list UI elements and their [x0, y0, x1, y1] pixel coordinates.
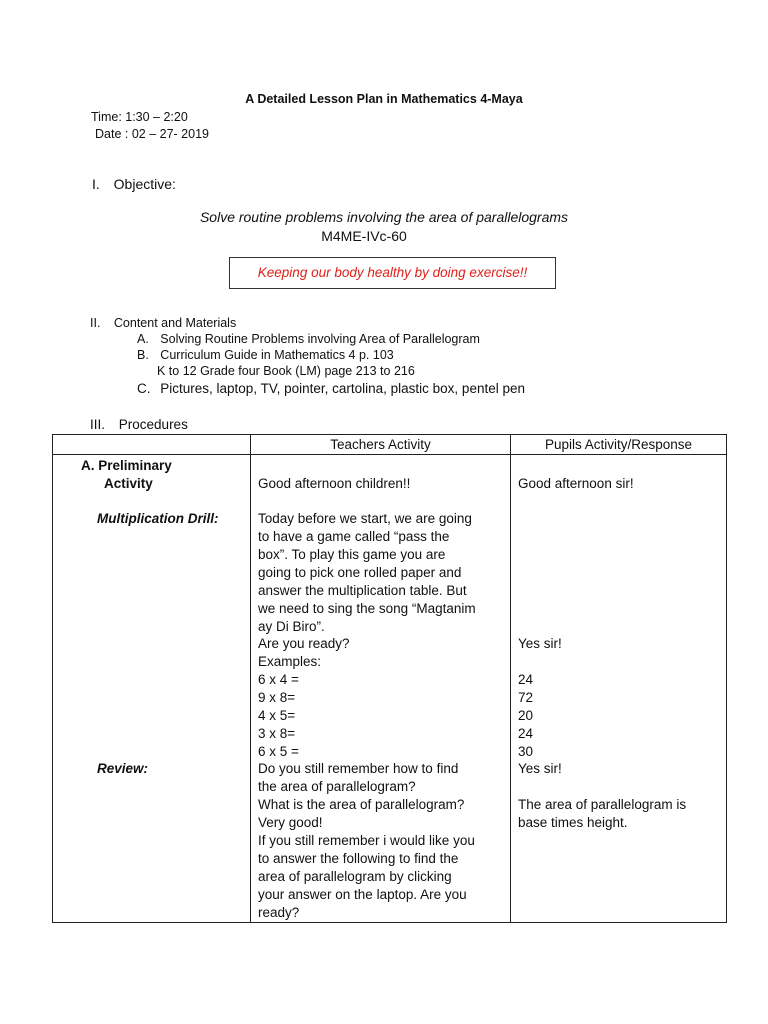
- content-item-letter: A.: [137, 332, 149, 346]
- teacher-line: Good afternoon children!!: [258, 476, 411, 491]
- pupil-line: 72: [518, 690, 534, 705]
- pupil-line: The area of parallelogram is: [518, 797, 687, 812]
- pupil-line: Yes sir!: [518, 761, 562, 776]
- teacher-line: Very good!: [258, 815, 323, 830]
- content-item-a: [137, 332, 480, 346]
- content-item-text: Solving Routine Problems involving Area of Parallelogram: [160, 332, 480, 346]
- procedures-heading-num: III.: [90, 417, 106, 432]
- label-prelim-2: Activity: [104, 476, 153, 491]
- teacher-line: area of parallelogram by clicking: [258, 869, 452, 884]
- table-header-row: [53, 435, 727, 455]
- teacher-line: to answer the following to find the: [258, 851, 459, 866]
- content-item-c: [137, 381, 525, 396]
- teacher-line: Are you ready?: [258, 636, 350, 651]
- date: Date : 02 – 27- 2019: [95, 127, 209, 141]
- label-prelim: A. Preliminary: [81, 458, 172, 473]
- pupil-line: Good afternoon sir!: [518, 476, 634, 491]
- pupil-line: base times height.: [518, 815, 628, 830]
- objective-heading-text: Objective:: [113, 176, 176, 192]
- objective-code: M4ME-IVc-60: [321, 228, 407, 244]
- pupil-cell: [511, 455, 727, 923]
- teacher-line: ay Di Biro”.: [258, 619, 325, 634]
- teacher-line: answer the multiplication table. But: [258, 583, 467, 598]
- content-item-text: K to 12 Grade four Book (LM) page 213 to 216: [157, 364, 415, 378]
- teacher-line: What is the area of parallelogram?: [258, 797, 465, 812]
- teacher-line: your answer on the laptop. Are you: [258, 887, 467, 902]
- teacher-line: 4 x 5=: [258, 708, 296, 723]
- objective-heading: [92, 176, 176, 192]
- phase-cell: [53, 455, 251, 923]
- teacher-line: 3 x 8=: [258, 726, 296, 741]
- content-heading: [90, 316, 236, 330]
- content-item-letter: B.: [137, 348, 149, 362]
- objective-heading-num: I.: [92, 176, 100, 192]
- time: Time: 1:30 – 2:20: [91, 110, 188, 124]
- teacher-line: 6 x 4 =: [258, 672, 299, 687]
- header-cell-pupil: Pupils Activity/Response: [511, 435, 727, 455]
- teacher-line: Today before we start, we are going: [258, 511, 472, 526]
- values-integration-box: Keeping our body healthy by doing exercise!!: [229, 257, 556, 289]
- teacher-cell: [251, 455, 511, 923]
- objective-text: Solve routine problems involving the area of parallelograms: [199, 209, 569, 225]
- teacher-line: Do you still remember how to find: [258, 761, 459, 776]
- header-cell-teacher: Teachers Activity: [251, 435, 511, 455]
- teacher-line: box”. To play this game you are: [258, 547, 446, 562]
- content-item-b-cont: [157, 364, 415, 378]
- teacher-line: ready?: [258, 905, 300, 920]
- content-item-b: [137, 348, 394, 362]
- label-review: Review:: [97, 761, 149, 776]
- procedures-heading-text: Procedures: [118, 417, 188, 432]
- pupil-line: 24: [518, 726, 534, 741]
- content-item-text: Curriculum Guide in Mathematics 4 p. 103: [160, 348, 394, 362]
- procedures-heading: [90, 417, 188, 432]
- table-row: [53, 455, 727, 923]
- teacher-line: going to pick one rolled paper and: [258, 565, 462, 580]
- teacher-line: to have a game called “pass the: [258, 529, 450, 544]
- teacher-line: If you still remember i would like you: [258, 833, 475, 848]
- content-item-letter: C.: [137, 381, 151, 396]
- content-heading-text: Content and Materials: [113, 316, 237, 330]
- content-heading-num: II.: [90, 316, 101, 330]
- content-item-text: Pictures, laptop, TV, pointer, cartolina, plastic box, pentel pen: [160, 381, 525, 396]
- procedures-table: [52, 434, 727, 923]
- pupil-line: 20: [518, 708, 534, 723]
- teacher-line: 9 x 8=: [258, 690, 296, 705]
- lesson-title: A Detailed Lesson Plan in Mathematics 4-Maya: [245, 92, 523, 106]
- teacher-line: 6 x 5 =: [258, 744, 299, 759]
- pupil-line: 30: [518, 744, 534, 759]
- pupil-line: 24: [518, 672, 534, 687]
- label-drill: Multiplication Drill:: [97, 511, 219, 526]
- teacher-line: Examples:: [258, 654, 322, 669]
- teacher-line: the area of parallelogram?: [258, 779, 416, 794]
- pupil-line: Yes sir!: [518, 636, 562, 651]
- teacher-line: we need to sing the song “Magtanim: [258, 601, 476, 616]
- header-cell-phase: [53, 435, 251, 455]
